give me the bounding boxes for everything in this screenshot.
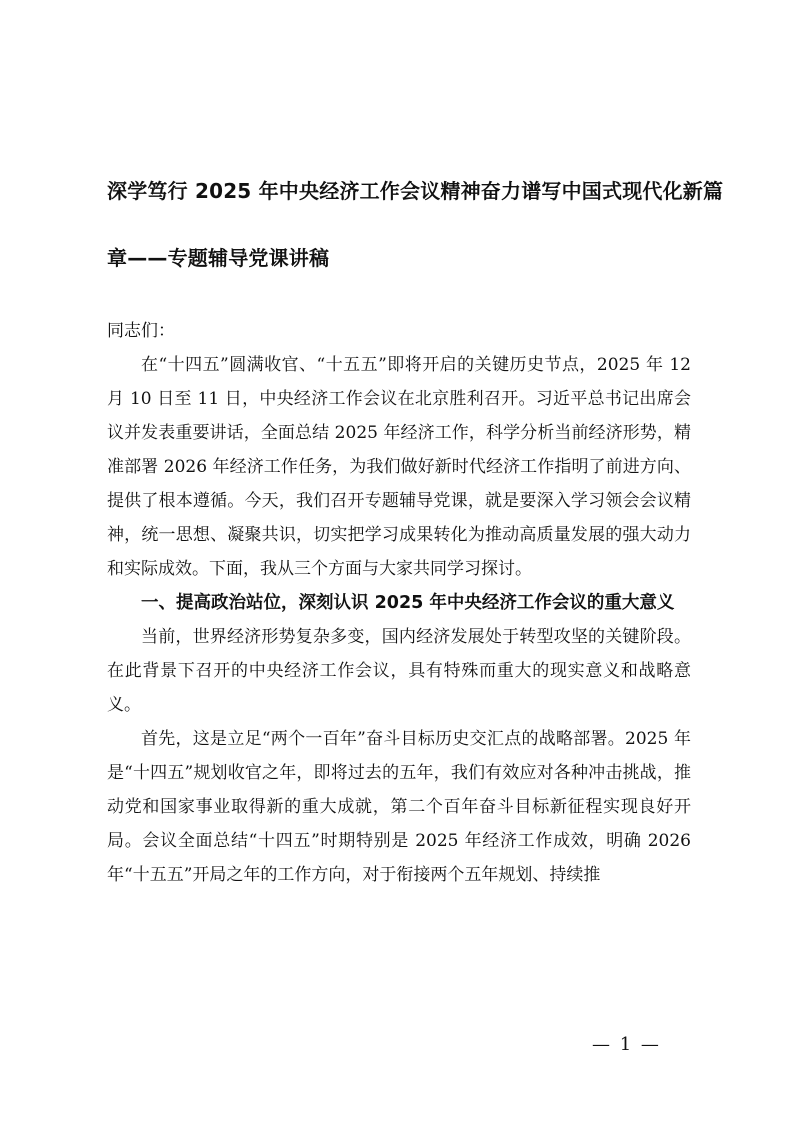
salutation: 同志们： [107, 321, 175, 341]
page-number: — 1 — [592, 1034, 661, 1055]
paragraph-intro: 在“十四五”圆满收官、“十五五”即将开启的关键历史节点，2025 年 12 月 10 日至 11 日，中央经济工作会议在北京胜利召开。习近平总书记出席会议并发表重要讲话，全面总结 2025 年经济工作，科学分析当前经济形势，精准部署 2026 年经济工作任务，为我们做好新时代经济工作指明了前进方向、提供了根本遵循。今天，我们召开专题辅导党课，就是要深入学习领会会议精神，统一思想、凝聚共识，切实把学习成果转化为推动高质量发展的强大动力和实际成效。下面，我从三个方面与大家共同学习探讨。 [107, 355, 691, 579]
paragraph-first-point: 首先，这是立足“两个一百年”奋斗目标历史交汇点的战略部署。2025 年是“十四五”规划收官之年，即将过去的五年，我们有效应对各种冲击挑战，推动党和国家事业取得新的重大成就，第二个百年奋斗目标新征程实现良好开局。会议全面总结“十四五”时期特别是 2025 年经济工作成效，明确 2026 年“十五五”开局之年的工作方向，对于衔接两个五年规划、持续推 [107, 729, 691, 885]
document-title-line-1: 深学笃行 2025 年中央经济工作会议精神奋力谱写中国式现代化新篇 [107, 179, 724, 203]
paragraph-context: 当前，世界经济形势复杂多变，国内经济发展处于转型攻坚的关键阶段。在此背景下召开的中央经济工作会议，具有特殊而重大的现实意义和战略意义。 [107, 627, 691, 715]
document-title-line-2: 章——专题辅导党课讲稿 [107, 246, 330, 270]
section-heading: 一、提高政治站位，深刻认识 2025 年中央经济工作会议的重大意义 [141, 593, 675, 613]
document-body [107, 314, 691, 892]
